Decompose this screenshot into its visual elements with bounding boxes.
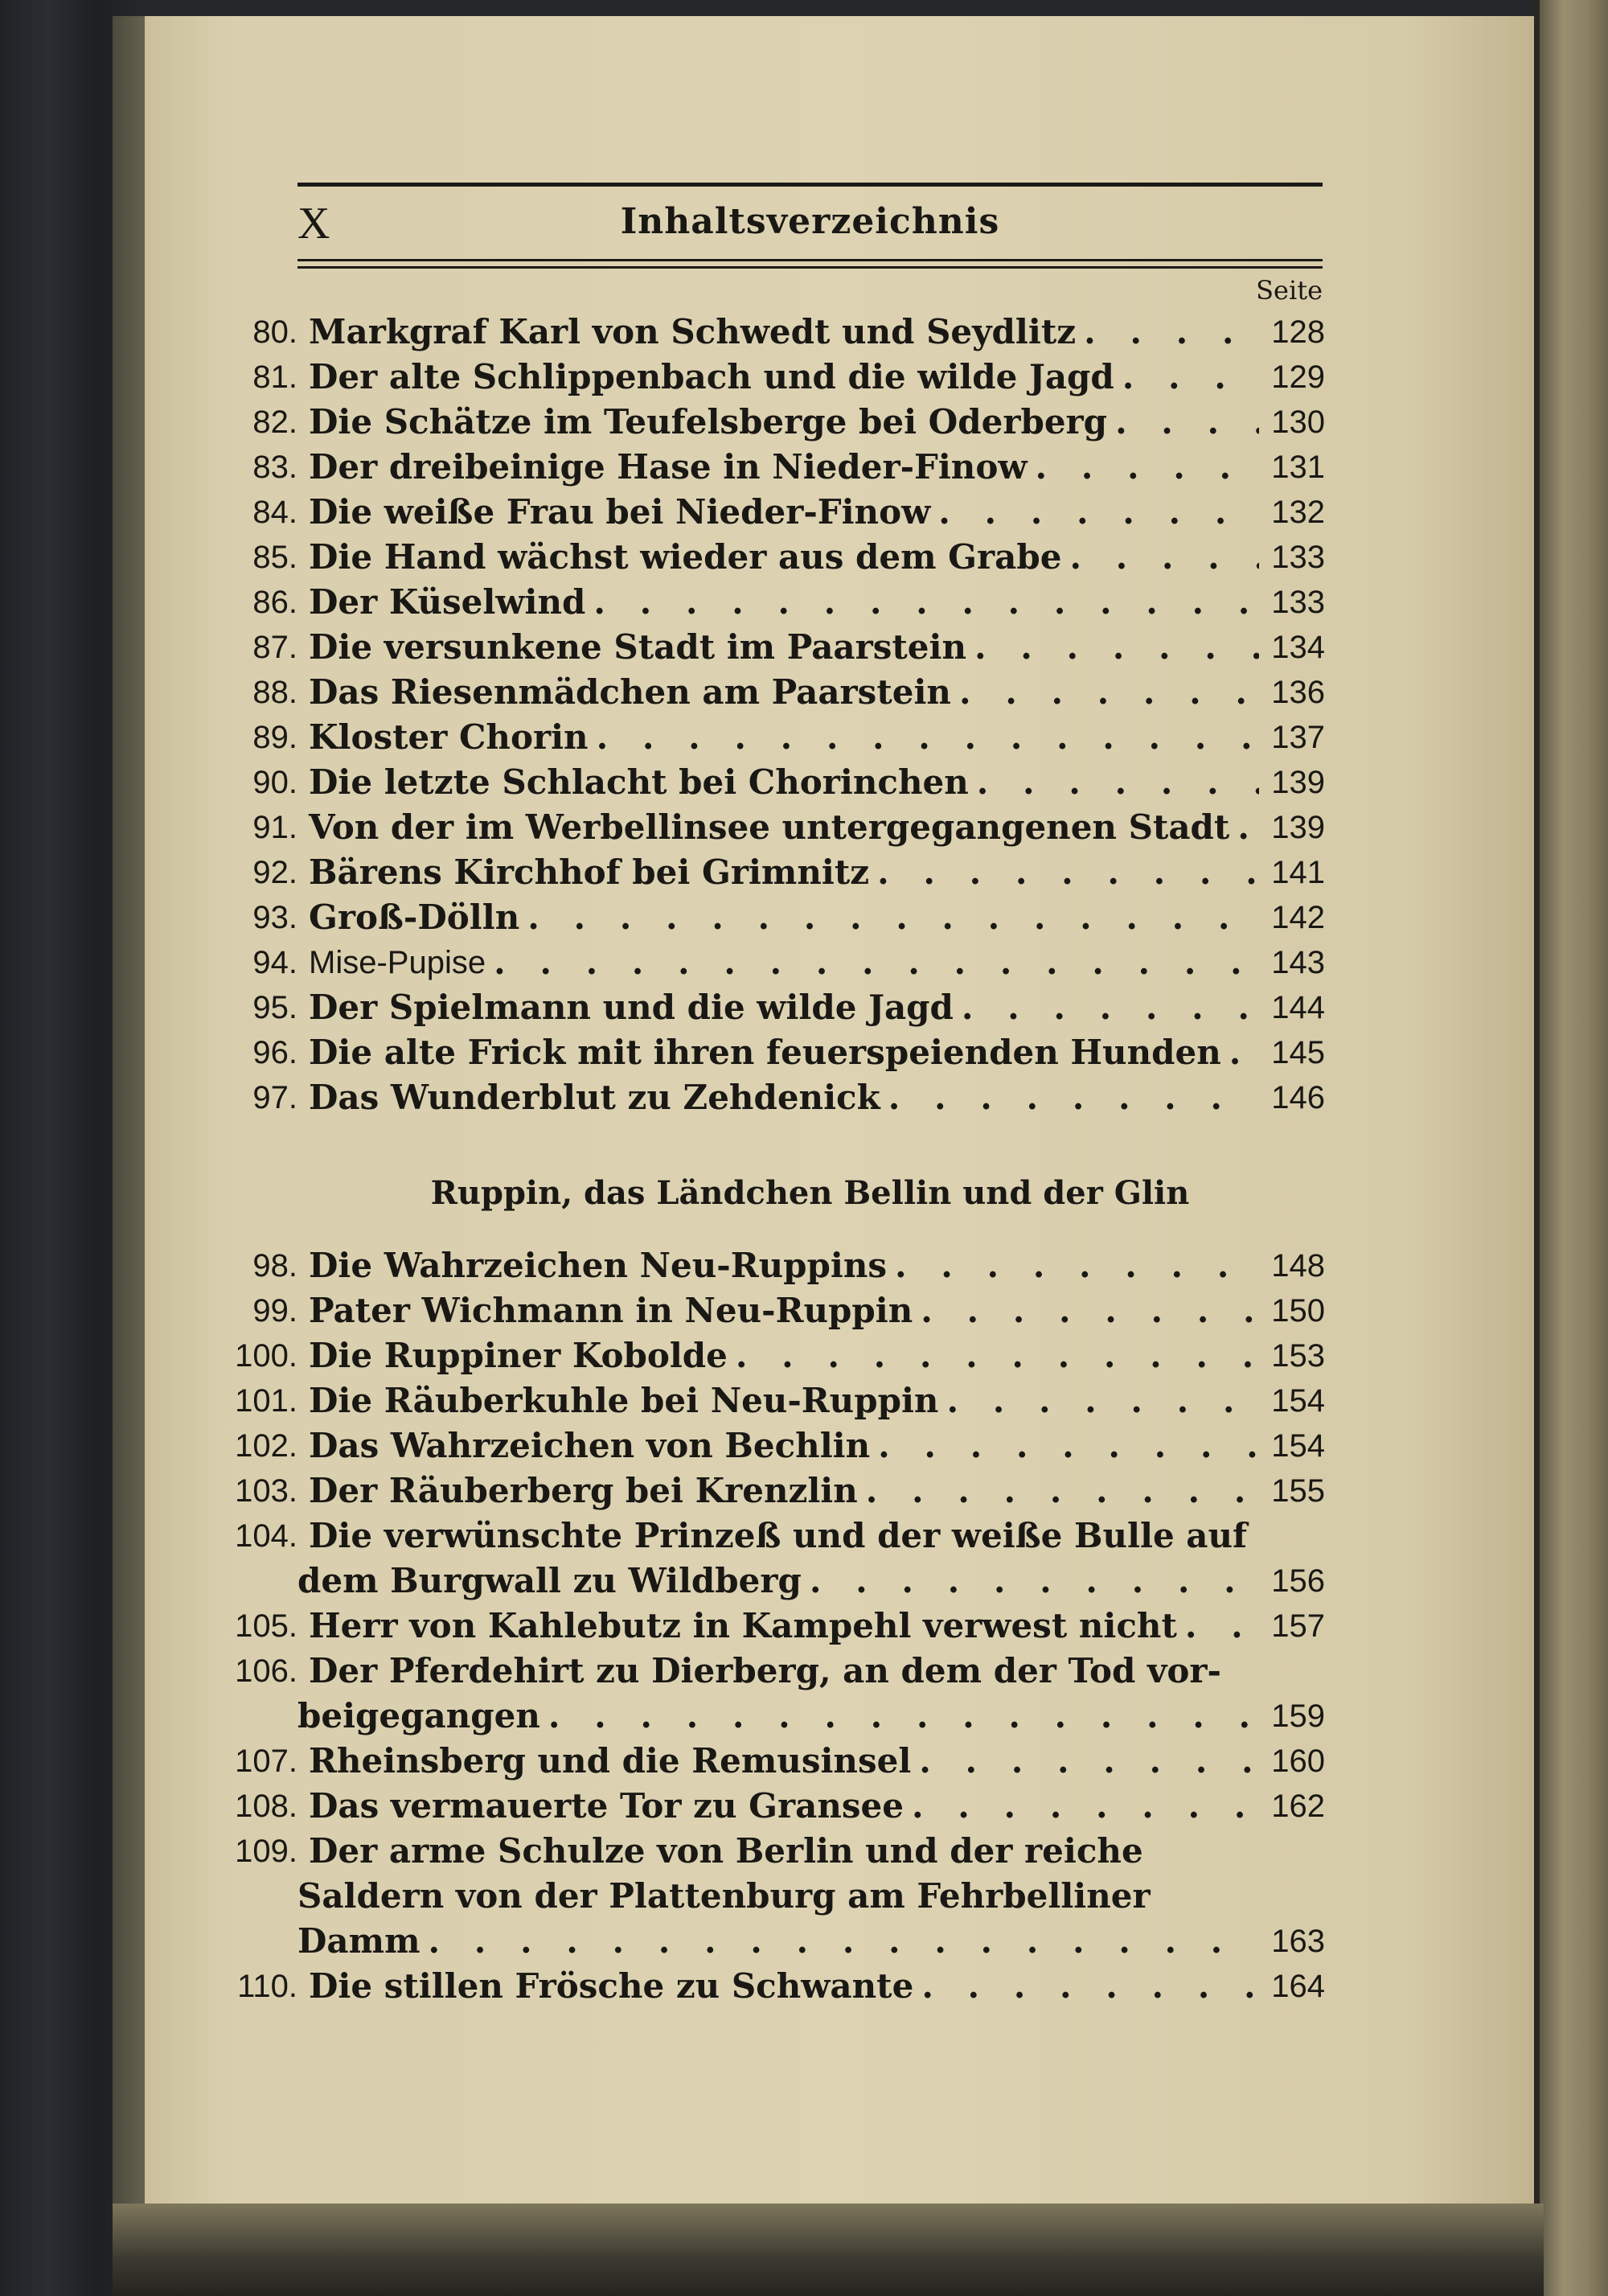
entry-page: 139 [1271, 810, 1325, 845]
dot-leader [877, 850, 1259, 895]
entry-number: 99. [252, 1293, 297, 1329]
entry-number: 81. [252, 359, 297, 395]
entry-page: 164 [1271, 1969, 1325, 2004]
entry-number: 90. [252, 765, 297, 800]
entry-page: 154 [1271, 1383, 1325, 1419]
dot-leader [1185, 1604, 1259, 1649]
toc-entry [252, 1030, 1325, 1075]
dot-leader [810, 1559, 1259, 1604]
toc-entry [252, 445, 1325, 490]
dot-leader [1229, 1030, 1259, 1075]
toc-entry [252, 670, 1325, 715]
entry-title: Die versunkene Stadt im Paarstein [309, 627, 967, 667]
entry-number: 98. [252, 1248, 297, 1284]
toc-entry [252, 850, 1325, 895]
toc-entry [237, 1964, 1325, 2009]
entry-number: 102. [235, 1428, 297, 1464]
entry-number: 103. [235, 1473, 297, 1509]
toc-entry [235, 1468, 1325, 1514]
entry-number: 80. [252, 314, 297, 350]
entry-title-line-3: Damm [297, 1921, 420, 1961]
entry-page: 139 [1271, 765, 1325, 800]
page-number-roman: X [297, 199, 330, 248]
entry-title: Die Hand wächst wieder aus dem Grabe [309, 537, 1062, 577]
dot-leader [1084, 310, 1259, 355]
dot-leader [1122, 355, 1259, 400]
dot-leader [895, 1243, 1259, 1288]
page-bottom-edge [113, 2204, 1544, 2296]
entry-title-line-1: Der arme Schulze von Berlin und der reiche [309, 1831, 1143, 1871]
entry-number: 85. [252, 540, 297, 575]
entry-number: 104. [235, 1518, 297, 1554]
toc-entry-continuation [297, 1874, 1325, 1919]
header-double-rule [297, 259, 1323, 269]
dot-leader [736, 1333, 1259, 1378]
dot-leader [866, 1468, 1259, 1514]
entry-number: 100. [235, 1338, 297, 1374]
toc-entry-continuation [297, 1559, 1325, 1604]
toc-entry [252, 760, 1325, 805]
entry-page: 145 [1271, 1035, 1325, 1070]
entry-number: 105. [235, 1608, 297, 1644]
toc-entry [235, 1378, 1325, 1423]
entry-number: 95. [252, 990, 297, 1025]
entry-number: 101. [235, 1383, 297, 1419]
entry-title: Die Schätze im Teufelsberge bei Oderberg [309, 402, 1108, 442]
entry-page: 136 [1271, 675, 1325, 710]
toc-entry [252, 1075, 1325, 1120]
entry-title: Markgraf Karl von Schwedt und Seydlitz [309, 312, 1077, 351]
entry-title: Rheinsberg und die Remusinsel [309, 1741, 912, 1781]
dot-leader [977, 760, 1259, 805]
entry-page: 132 [1271, 495, 1325, 530]
toc-entry [252, 535, 1325, 580]
toc-entry-continuation [297, 1919, 1325, 1964]
entry-number: 82. [252, 405, 297, 440]
entry-title: Die stillen Frösche zu Schwante [309, 1966, 914, 2006]
entry-title: Das Wahrzeichen von Bechlin [309, 1426, 871, 1465]
entry-title: Das Wunderblut zu Zehdenick [309, 1078, 880, 1117]
entry-page: 141 [1271, 855, 1325, 890]
entry-title: Herr von Kahlebutz in Kampehl verwest nicht [309, 1606, 1177, 1645]
dot-leader [946, 1378, 1259, 1423]
toc-entry [252, 805, 1325, 850]
entry-page: 146 [1271, 1080, 1325, 1115]
dot-leader [429, 1919, 1259, 1964]
dot-leader [912, 1784, 1259, 1829]
entry-title: Bärens Kirchhof bei Grimnitz [309, 852, 870, 892]
entry-page: 159 [1271, 1698, 1325, 1734]
entry-page: 128 [1271, 314, 1325, 350]
entry-page: 163 [1271, 1924, 1325, 1959]
entry-page: 134 [1271, 630, 1325, 665]
dot-leader [548, 1694, 1259, 1739]
dot-leader [921, 1964, 1259, 2009]
dot-leader [1036, 445, 1259, 490]
toc-entry [252, 580, 1325, 625]
entry-number: 109. [235, 1834, 297, 1869]
entry-page: 162 [1271, 1789, 1325, 1824]
dot-leader [593, 580, 1259, 625]
facing-page-edge [1540, 0, 1608, 2296]
toc-entry-continuation [297, 1694, 1325, 1739]
toc-entry [252, 1243, 1325, 1288]
dot-leader [597, 715, 1259, 760]
entry-page: 155 [1271, 1473, 1325, 1509]
entry-number: 96. [252, 1035, 297, 1070]
toc-entry [252, 985, 1325, 1030]
entry-page: 131 [1271, 450, 1325, 485]
toc-entry [235, 1604, 1325, 1649]
toc-entry [252, 400, 1325, 445]
dot-leader [962, 985, 1259, 1030]
entry-title: Die weiße Frau bei Nieder-Finow [309, 492, 931, 532]
dot-leader [959, 670, 1259, 715]
dot-leader [1069, 535, 1259, 580]
toc-list-part-1 [252, 310, 1325, 1120]
entry-page: 144 [1271, 990, 1325, 1025]
toc-entry [235, 1829, 1325, 1874]
entry-page: 160 [1271, 1744, 1325, 1779]
entry-number: 110. [237, 1969, 297, 2004]
entry-page: 137 [1271, 720, 1325, 755]
entry-number: 108. [235, 1789, 297, 1824]
entry-number: 97. [252, 1080, 297, 1115]
toc-entry [252, 715, 1325, 760]
entry-number: 86. [252, 585, 297, 620]
entry-title: Das Riesenmädchen am Paarstein [309, 672, 951, 712]
entry-page: 142 [1271, 900, 1325, 935]
entry-title: Mise-Pupise [309, 945, 486, 980]
entry-page: 148 [1271, 1248, 1325, 1284]
entry-number: 83. [252, 450, 297, 485]
entry-title: Der Räuberberg bei Krenzlin [309, 1471, 858, 1510]
entry-title: Die Räuberkuhle bei Neu-Ruppin [309, 1381, 939, 1420]
entry-title: Die alte Frick mit ihren feuerspeienden Hunden [309, 1033, 1221, 1072]
dot-leader [921, 1288, 1259, 1333]
toc-list-part-2 [235, 1243, 1325, 2009]
toc-entry [235, 1514, 1325, 1559]
entry-number: 89. [252, 720, 297, 755]
entry-title: Kloster Chorin [309, 717, 589, 757]
entry-title: Groß-Dölln [309, 897, 520, 937]
entry-title-line-1: Der Pferdehirt zu Dierberg, an dem der Tod vor- [309, 1651, 1221, 1690]
entry-title: Die letzte Schlacht bei Chorinchen [309, 762, 969, 802]
toc-entry [252, 625, 1325, 670]
toc-entry [252, 355, 1325, 400]
entry-number: 88. [252, 675, 297, 710]
entry-title-line-2: dem Burgwall zu Wildberg [297, 1561, 802, 1600]
entry-title-line-1: Die verwünschte Prinzeß und der weiße Bulle auf [309, 1516, 1248, 1555]
entry-page: 129 [1271, 359, 1325, 395]
entry-title: Das vermauerte Tor zu Gransee [309, 1786, 904, 1826]
dot-leader [974, 625, 1259, 670]
entry-number: 93. [252, 900, 297, 935]
entry-page: 154 [1271, 1428, 1325, 1464]
entry-number: 87. [252, 630, 297, 665]
entry-page: 156 [1271, 1563, 1325, 1599]
section-heading: Ruppin, das Ländchen Bellin und der Glin [430, 1174, 1190, 1212]
entry-number: 91. [252, 810, 297, 845]
toc-entry [252, 490, 1325, 535]
page-title: Inhaltsverzeichnis [620, 201, 1000, 242]
toc-entry [252, 310, 1325, 355]
header-rule [297, 183, 1323, 187]
entry-title-line-2: beigegangen [297, 1696, 540, 1735]
dot-leader [919, 1739, 1259, 1784]
entry-number: 94. [252, 945, 297, 980]
entry-page: 153 [1271, 1338, 1325, 1374]
dot-leader [527, 895, 1259, 940]
dot-leader [1237, 805, 1259, 850]
entry-page: 150 [1271, 1293, 1325, 1329]
entry-title: Pater Wichmann in Neu-Ruppin [309, 1291, 913, 1330]
entry-number: 107. [235, 1744, 297, 1779]
entry-title-line-2: Saldern von der Plattenburg am Fehrbelliner [297, 1876, 1151, 1916]
toc-entry [252, 1288, 1325, 1333]
dot-leader [494, 940, 1259, 985]
toc-entry [235, 1333, 1325, 1378]
toc-entry [235, 1739, 1325, 1784]
toc-entry [252, 895, 1325, 940]
entry-page: 130 [1271, 405, 1325, 440]
entry-title: Der alte Schlippenbach und die wilde Jagd [309, 357, 1114, 396]
dot-leader [878, 1423, 1259, 1468]
entry-title: Die Ruppiner Kobolde [309, 1336, 728, 1375]
page-column-label: Seite [1256, 275, 1323, 306]
entry-title: Der dreibeinige Hase in Nieder-Finow [309, 447, 1028, 487]
entry-title: Die Wahrzeichen Neu-Ruppins [309, 1246, 888, 1285]
entry-number: 92. [252, 855, 297, 890]
entry-number: 84. [252, 495, 297, 530]
entry-page: 143 [1271, 945, 1325, 980]
toc-entry [235, 1784, 1325, 1829]
toc-entry [252, 940, 1325, 985]
entry-page: 157 [1271, 1608, 1325, 1644]
entry-title: Der Spielmann und die wilde Jagd [309, 988, 954, 1027]
toc-entry [235, 1649, 1325, 1694]
dot-leader [888, 1075, 1259, 1120]
dot-leader [1115, 400, 1259, 445]
entry-title: Der Küselwind [309, 582, 586, 622]
entry-title: Von der im Werbellinsee untergegangenen Stadt [309, 807, 1230, 847]
toc-entry [235, 1423, 1325, 1468]
dot-leader [938, 490, 1259, 535]
entry-page: 133 [1271, 540, 1325, 575]
entry-number: 106. [235, 1653, 297, 1689]
entry-page: 133 [1271, 585, 1325, 620]
